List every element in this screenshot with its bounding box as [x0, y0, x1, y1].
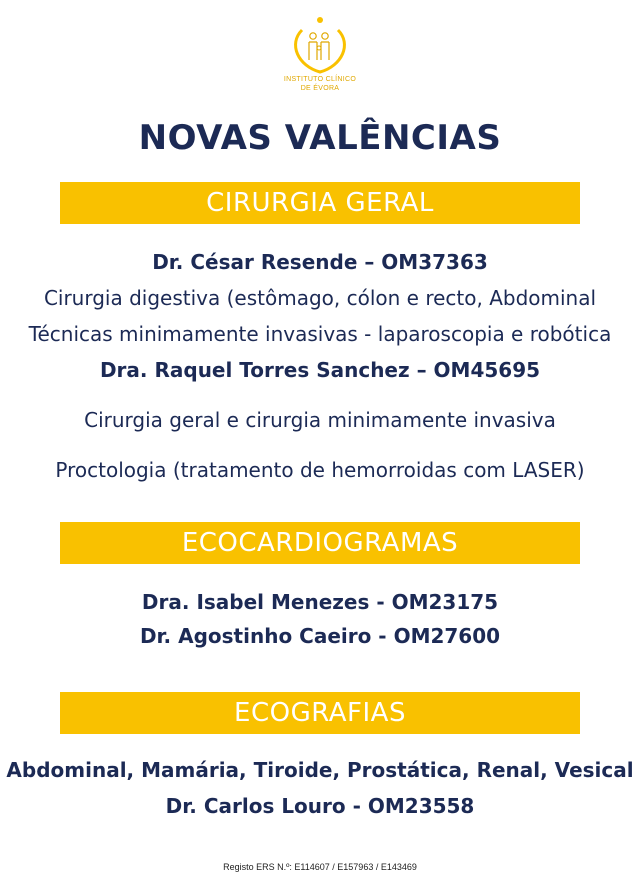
logo-line-2: DE ÉVORA: [300, 85, 340, 92]
section-heading-ecografias: ECOGRAFIAS: [60, 692, 580, 734]
specialty-line: Cirurgia geral e cirurgia minimamente invasiva: [84, 408, 556, 432]
specialty-line: Técnicas minimamente invasivas - laparoscopia e robótica: [28, 322, 612, 346]
specialty-line: Proctologia (tratamento de hemorroidas com LASER): [55, 458, 585, 482]
doctor-line: Dra. Isabel Menezes - OM23175: [141, 590, 499, 614]
clinic-logo: [280, 14, 360, 100]
section-heading-cirurgia: CIRURGIA GERAL: [60, 182, 580, 224]
logo-line-1: INSTITUTO CLÍNICO: [283, 76, 357, 83]
family-heart-logo-icon: [280, 14, 360, 74]
doctor-line: Dr. Agostinho Caeiro - OM27600: [139, 624, 501, 648]
specialty-line: Cirurgia digestiva (estômago, cólon e recto, Abdominal: [43, 286, 597, 310]
doctor-line: Dra. Raquel Torres Sanchez – OM45695: [99, 358, 541, 382]
exam-list-line: Abdominal, Mamária, Tiroide, Prostática, Renal, Vesical: [6, 758, 634, 782]
registry-footer: Registo ERS N.º: E114607 / E157963 / E143469: [223, 862, 417, 872]
page-title: NOVAS VALÊNCIAS: [138, 118, 502, 158]
section-heading-ecocardiogramas: ECOCARDIOGRAMAS: [60, 522, 580, 564]
doctor-line: Dr. César Resende – OM37363: [152, 250, 488, 274]
doctor-line: Dr. Carlos Louro - OM23558: [165, 794, 475, 818]
